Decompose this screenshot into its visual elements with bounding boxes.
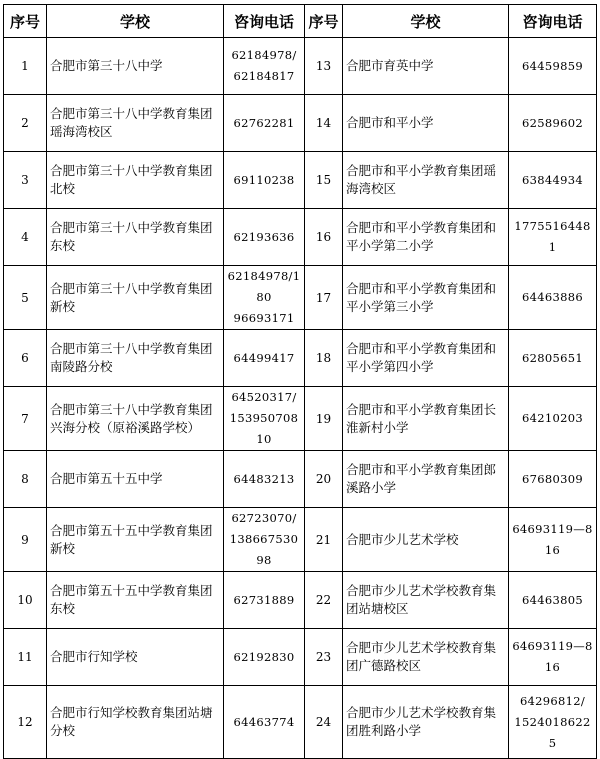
phone-number: 64210203 [509, 387, 597, 451]
school-name: 合肥市和平小学教育集团郎溪路小学 [343, 451, 509, 508]
table-row [4, 451, 597, 508]
school-name: 合肥市第三十八中学教育集团南陵路分校 [47, 330, 224, 387]
phone-number: 62762281 [224, 95, 305, 152]
phone-number: 67680309 [509, 451, 597, 508]
school-name: 合肥市第三十八中学教育集团兴海分校（原裕溪路学校） [47, 387, 224, 451]
school-name: 合肥市第五十五中学教育集团东校 [47, 572, 224, 629]
table-row [4, 572, 597, 629]
table-row [4, 38, 597, 95]
row-index: 23 [305, 629, 343, 686]
phone-number: 64463886 [509, 266, 597, 330]
row-index: 8 [4, 451, 47, 508]
row-index: 17 [305, 266, 343, 330]
header-school: 学校 [47, 5, 224, 38]
phone-number: 62193636 [224, 209, 305, 266]
row-index: 4 [4, 209, 47, 266]
phone-number: 64459859 [509, 38, 597, 95]
phone-number: 64693119—816 [509, 629, 597, 686]
row-index: 16 [305, 209, 343, 266]
table-row [4, 95, 597, 152]
school-name: 合肥市行知学校 [47, 629, 224, 686]
phone-number: 17755164481 [509, 209, 597, 266]
school-name: 合肥市少儿艺术学校 [343, 508, 509, 572]
row-index: 12 [4, 686, 47, 759]
school-name: 合肥市第三十八中学 [47, 38, 224, 95]
school-name: 合肥市育英中学 [343, 38, 509, 95]
row-index: 18 [305, 330, 343, 387]
table-row [4, 686, 597, 759]
header-phone-right: 咨询电话 [509, 5, 597, 38]
row-index: 24 [305, 686, 343, 759]
school-name: 合肥市和平小学教育集团和平小学第三小学 [343, 266, 509, 330]
row-index: 3 [4, 152, 47, 209]
school-name: 合肥市第五十五中学 [47, 451, 224, 508]
header-phone: 咨询电话 [224, 5, 305, 38]
table-row [4, 387, 597, 451]
table-row [4, 152, 597, 209]
header-index-right: 序号 [305, 5, 343, 38]
phone-number: 62184978/ 62184817 [224, 38, 305, 95]
phone-number: 62805651 [509, 330, 597, 387]
school-name: 合肥市和平小学教育集团瑶海湾校区 [343, 152, 509, 209]
school-name: 合肥市少儿艺术学校教育集团广德路校区 [343, 629, 509, 686]
school-name: 合肥市和平小学教育集团和平小学第二小学 [343, 209, 509, 266]
phone-number: 63844934 [509, 152, 597, 209]
school-name: 合肥市第三十八中学教育集团东校 [47, 209, 224, 266]
row-index: 20 [305, 451, 343, 508]
phone-number: 64463774 [224, 686, 305, 759]
row-index: 9 [4, 508, 47, 572]
row-index: 1 [4, 38, 47, 95]
table-row [4, 209, 597, 266]
header-index: 序号 [4, 5, 47, 38]
table-row [4, 508, 597, 572]
phone-number: 64483213 [224, 451, 305, 508]
school-name: 合肥市少儿艺术学校教育集团胜利路小学 [343, 686, 509, 759]
row-index: 5 [4, 266, 47, 330]
school-name: 合肥市和平小学教育集团和平小学第四小学 [343, 330, 509, 387]
school-name: 合肥市行知学校教育集团站塘分校 [47, 686, 224, 759]
row-index: 21 [305, 508, 343, 572]
school-name: 合肥市少儿艺术学校教育集团站塘校区 [343, 572, 509, 629]
phone-number: 62589602 [509, 95, 597, 152]
school-name: 合肥市第三十八中学教育集团北校 [47, 152, 224, 209]
row-index: 7 [4, 387, 47, 451]
phone-number: 64296812/ 15240186225 [509, 686, 597, 759]
phone-number: 62731889 [224, 572, 305, 629]
school-name: 合肥市和平小学 [343, 95, 509, 152]
row-index: 15 [305, 152, 343, 209]
school-name: 合肥市第三十八中学教育集团新校 [47, 266, 224, 330]
row-index: 11 [4, 629, 47, 686]
school-name: 合肥市第五十五中学教育集团新校 [47, 508, 224, 572]
table-row [4, 266, 597, 330]
phone-number: 62184978/180 96693171 [224, 266, 305, 330]
school-name: 合肥市第三十八中学教育集团瑶海湾校区 [47, 95, 224, 152]
phone-number: 62723070/ 13866753098 [224, 508, 305, 572]
row-index: 22 [305, 572, 343, 629]
row-index: 6 [4, 330, 47, 387]
phone-number: 64463805 [509, 572, 597, 629]
table-row [4, 629, 597, 686]
phone-number: 64499417 [224, 330, 305, 387]
row-index: 10 [4, 572, 47, 629]
header-row [4, 5, 597, 38]
school-contact-table [3, 4, 597, 759]
table-row [4, 330, 597, 387]
phone-number: 62192830 [224, 629, 305, 686]
phone-number: 64520317/ 15395070810 [224, 387, 305, 451]
row-index: 13 [305, 38, 343, 95]
row-index: 14 [305, 95, 343, 152]
school-name: 合肥市和平小学教育集团长淮新村小学 [343, 387, 509, 451]
row-index: 19 [305, 387, 343, 451]
row-index: 2 [4, 95, 47, 152]
phone-number: 69110238 [224, 152, 305, 209]
phone-number: 64693119—816 [509, 508, 597, 572]
header-school-right: 学校 [343, 5, 509, 38]
